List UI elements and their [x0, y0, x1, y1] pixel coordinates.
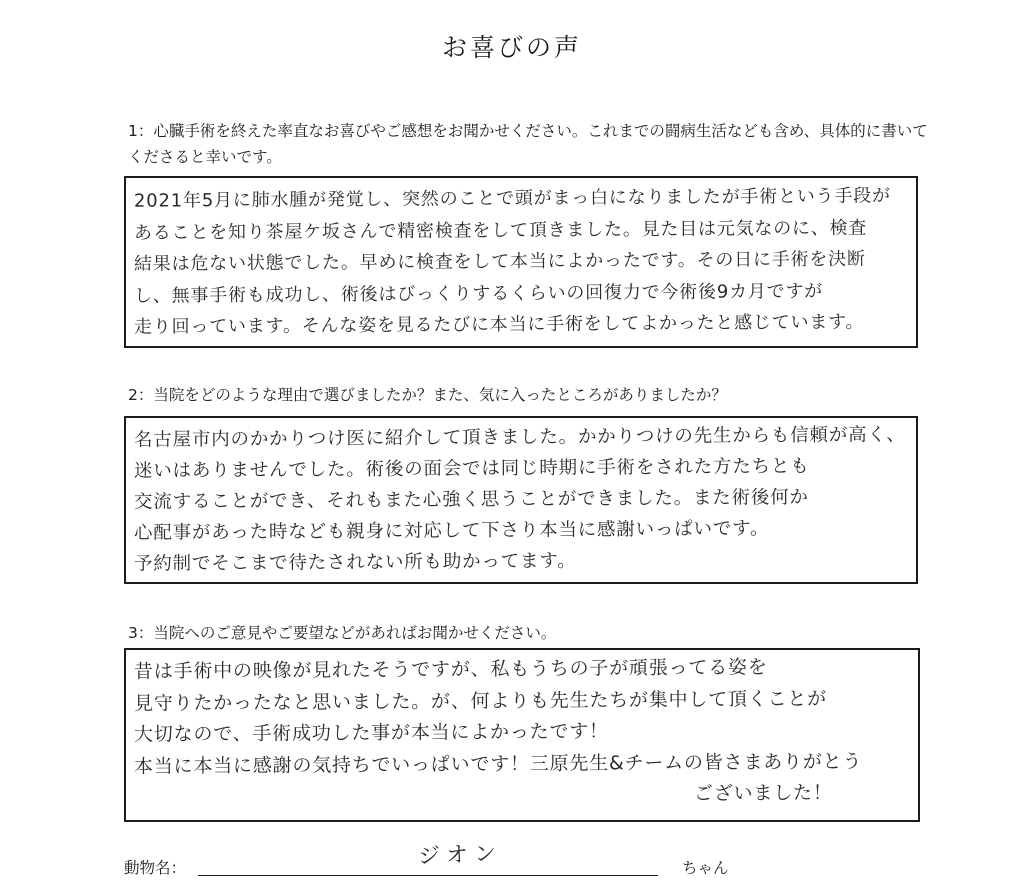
answer-line: あることを知り茶屋ケ坂さんで精密検査をして頂きました。見た目は元気なのに、検査: [133, 217, 868, 244]
pet-name-value: ジオン: [417, 841, 503, 870]
answer-line: 2021年5月に肺水腫が発覚し、突然のことで頭がまっ白になりましたが手術という手段が: [133, 185, 891, 212]
pet-name-underline: [198, 875, 658, 876]
answer-line: ございました！: [693, 781, 833, 805]
answer-line: 結果は危ない状態でした。早めに検査をして本当によかったです。その日に手術を決断: [133, 248, 866, 275]
answer-line: 本当に本当に感謝の気持ちでいっぱいです！三原先生&チームの皆さまありがとう: [133, 750, 863, 778]
answer-line: 心配事があった時なども親身に対応して下さり本当に感謝いっぱいです。: [133, 518, 770, 544]
answer-line: 交流することができ、それもまた心強く思うことができました。また術後何か: [133, 486, 809, 513]
answer-line: し、無事手術も成功し、術後はびっくりするくらいの回復力で今術後9カ月ですが: [133, 280, 824, 307]
pet-name-label: 動物名：: [124, 859, 187, 877]
pet-name-suffix: ちゃん: [682, 859, 729, 877]
answer-2-box: [124, 416, 918, 584]
question-1-text: 1：心臓手術を終えた率直なお喜びやご感想をお聞かせください。これまでの闘病生活なども含め、具体的に書いてくださると幸いです。: [128, 122, 928, 166]
question-3-text: 3：当院へのご意見やご要望などがあればお聞かせください。: [128, 624, 557, 642]
question-2-text: 2：当院をどのような理由で選びましたか？また、気に入ったところがありましたか？: [128, 386, 727, 404]
answer-line: 予約制でそこまで待たされない所も助かってます。: [133, 550, 577, 575]
answer-line: 大切なので、手術成功した事が本当によかったです！: [133, 720, 609, 746]
answer-line: 昔は手術中の映像が見れたそうですが、私もうちの子が頑張ってる姿を: [133, 656, 768, 683]
answer-3-box: [124, 648, 920, 822]
page-title: お喜びの声: [441, 33, 582, 62]
answer-line: 名古屋市内のかかりつけ医に紹介して頂きました。かかりつけの先生からも信頼が高く、: [133, 424, 906, 451]
answer-line: 見守りたかったなと思いました。が、何よりも先生たちが集中して頂くことが: [133, 687, 828, 715]
answer-line: 迷いはありませんでした。術後の面会では同じ時期に手術をされた方たちとも: [133, 455, 810, 482]
answer-line: 走り回っています。そんな姿を見るたびに本当に手術をしてよかったと感じています。: [133, 311, 865, 338]
answer-1-box: [124, 176, 918, 348]
